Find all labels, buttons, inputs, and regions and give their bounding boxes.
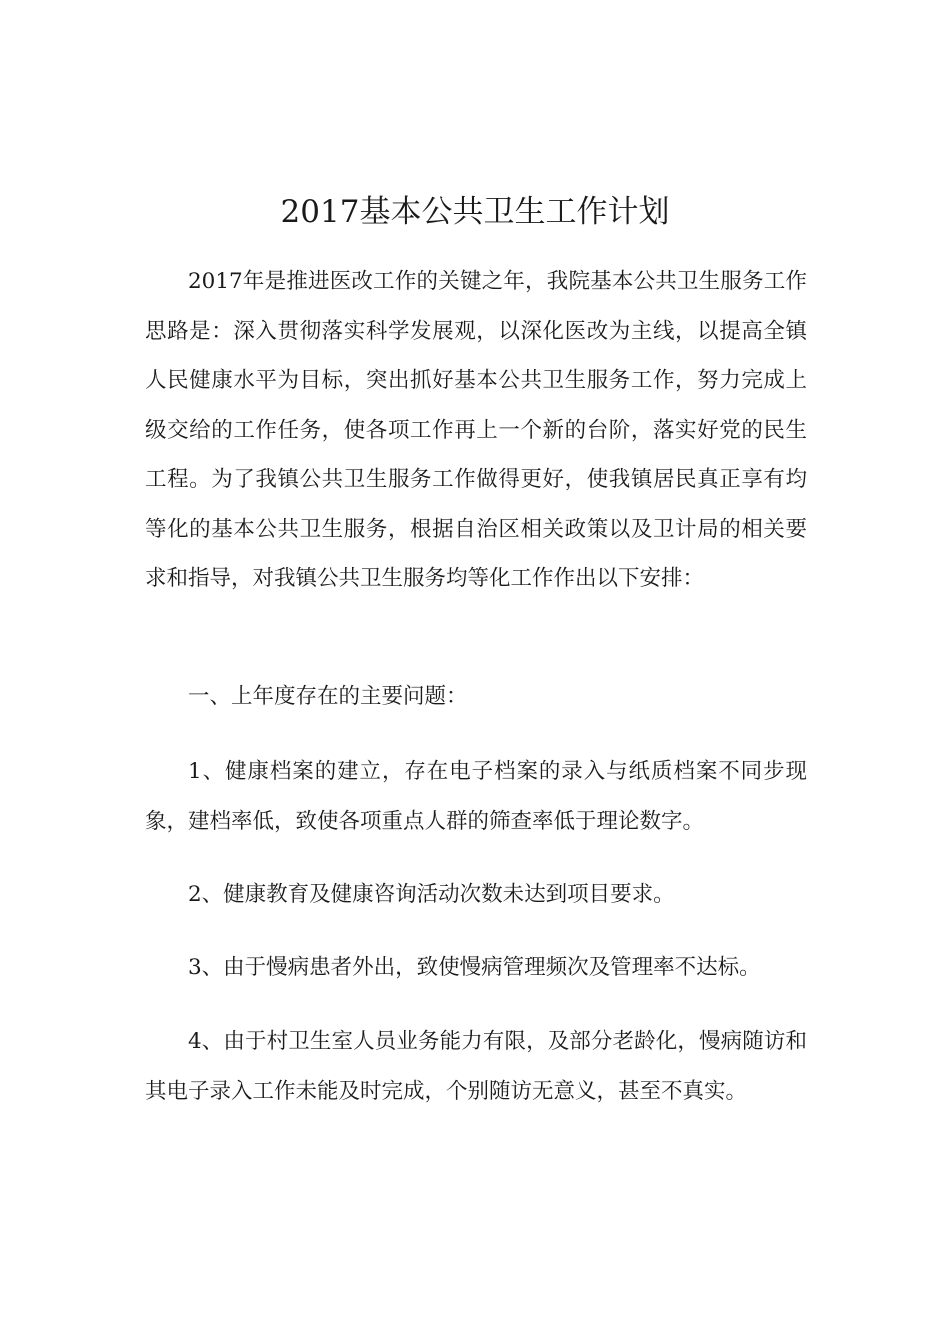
- issue-item-1: 1、健康档案的建立，存在电子档案的录入与纸质档案不同步现象，建档率低，致使各项重点人群的筛查率低于理论数字。: [145, 759, 807, 834]
- intro-paragraph: 2017年是推进医改工作的关键之年，我院基本公共卫生服务工作思路是：深入贯彻落实科学发展观，以深化医改为主线，以提高全镇人民健康水平为目标，突出抓好基本公共卫生服务工作，努力完成上级交给的工作任务，使各项工作再上一个新的台阶，落实好党的民生工程。为了我镇公共卫生服务工作做得更好，使我镇居民真正享有均等化的基本公共卫生服务，根据自治区相关政策以及卫计局的相关要求和指导，对我镇公共卫生服务均等化工作作出以下安排：: [145, 269, 807, 591]
- section-heading: 一、上年度存在的主要问题：: [188, 684, 468, 709]
- document-title: 2017基本公共卫生工作计划: [280, 194, 670, 230]
- issue-item-4: 4、由于村卫生室人员业务能力有限，及部分老龄化，慢病随访和其电子录入工作未能及时完成，个别随访无意义，甚至不真实。: [145, 1029, 807, 1104]
- issue-item-3: 3、由于慢病患者外出，致使慢病管理频次及管理率不达标。: [188, 955, 761, 980]
- issue-item-2: 2、健康教育及健康咨询活动次数未达到项目要求。: [188, 882, 675, 907]
